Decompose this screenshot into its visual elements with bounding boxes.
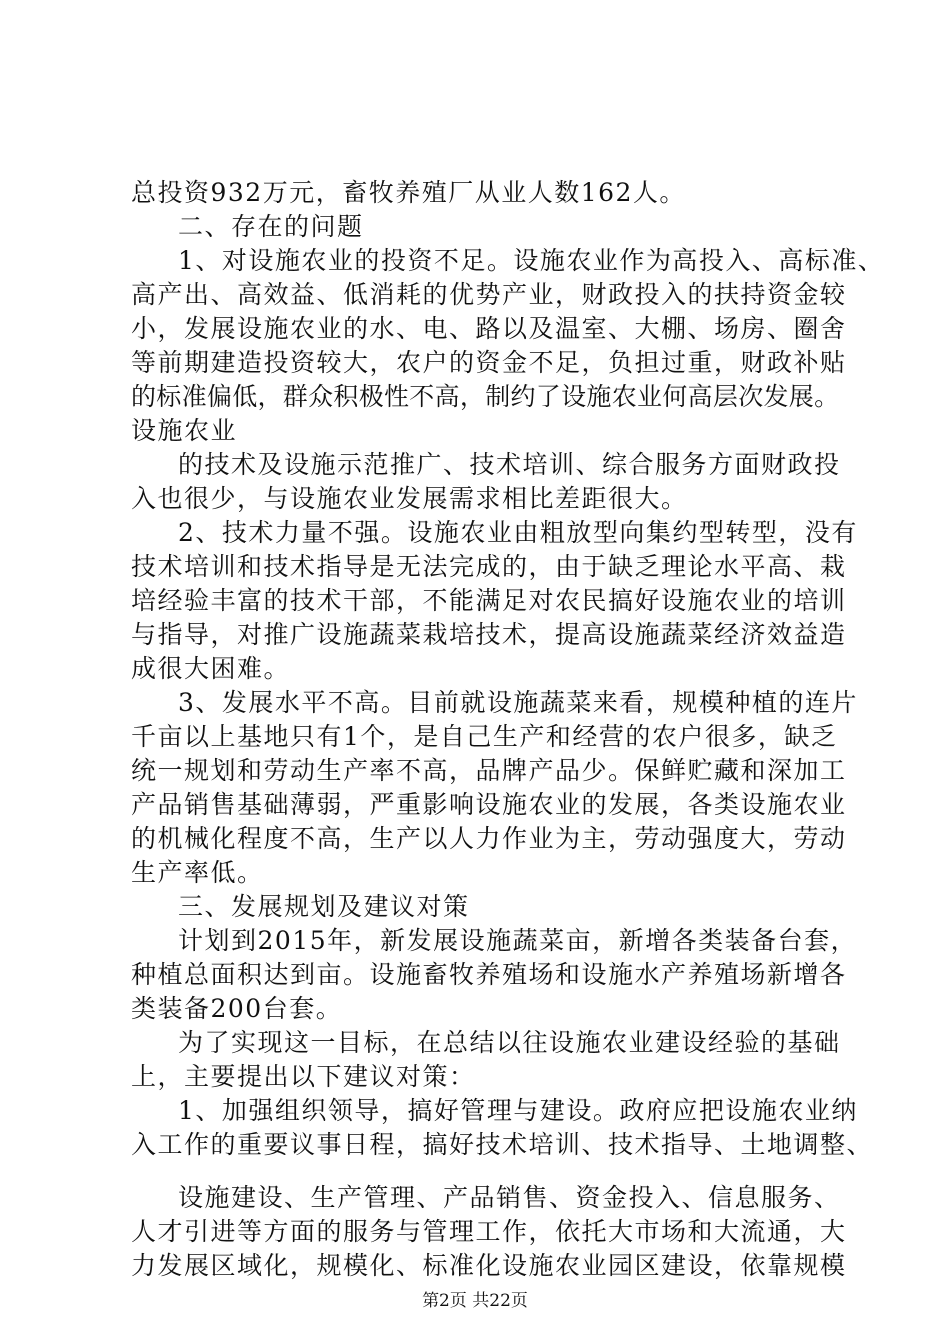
text-line: 产品销售基础薄弱，严重影响设施农业的发展，各类设施农业	[131, 790, 847, 819]
text-line: 高产出、高效益、低消耗的优势产业，财政投入的扶持资金较	[131, 280, 847, 309]
text-line: 人才引进等方面的服务与管理工作，依托大市场和大流通，大	[131, 1217, 847, 1246]
text-line: 入也很少，与设施农业发展需求相比差距很大。	[131, 484, 688, 513]
text-line: 种植总面积达到亩。设施畜牧养殖场和设施水产养殖场新增各	[131, 960, 847, 989]
text-line: 生产率低。	[131, 858, 264, 887]
text-line: 入工作的重要议事日程，搞好技术培训、技术指导、土地调整、	[131, 1130, 874, 1159]
text-line: 千亩以上基地只有1个，是自己生产和经营的农户很多，缺乏	[131, 722, 838, 751]
text-line: 的标准偏低，群众积极性不高，制约了设施农业何高层次发展。	[131, 382, 840, 411]
text-line: 等前期建造投资较大，农户的资金不足，负担过重，财政补贴	[131, 348, 847, 377]
section-heading: 三、发展规划及建议对策	[178, 892, 470, 921]
text-line: 成很大困难。	[131, 654, 291, 683]
text-line: 与指导，对推广设施蔬菜栽培技术，提高设施蔬菜经济效益造	[131, 620, 847, 649]
text-line: 统一规划和劳动生产率不高，品牌产品少。保鲜贮藏和深加工	[131, 756, 847, 785]
text-line: 为了实现这一目标，在总结以往设施农业建设经验的基础	[178, 1028, 841, 1057]
text-line: 计划到2015年，新发展设施蔬菜亩，新增各类装备台套，	[178, 926, 858, 955]
text-line: 设施农业	[131, 416, 238, 445]
text-line: 2、技术力量不强。设施农业由粗放型向集约型转型，没有	[178, 518, 858, 547]
section-heading: 二、存在的问题	[178, 212, 364, 241]
text-line: 1、加强组织领导，搞好管理与建设。政府应把设施农业纳	[178, 1096, 858, 1125]
text-line: 3、发展水平不高。目前就设施蔬菜来看，规模种植的连片	[178, 688, 858, 717]
text-line: 的技术及设施示范推广、技术培训、综合服务方面财政投	[178, 450, 841, 479]
text-line: 小，发展设施农业的水、电、路以及温室、大棚、场房、圈舍	[131, 314, 847, 343]
text-line: 技术培训和技术指导是无法完成的，由于缺乏理论水平高、栽	[131, 552, 847, 581]
text-line: 的机械化程度不高，生产以人力作业为主，劳动强度大，劳动	[131, 824, 847, 853]
text-line: 1、对设施农业的投资不足。设施农业作为高投入、高标准、	[178, 246, 885, 275]
text-line: 类装备200台套。	[131, 994, 343, 1023]
text-line: 总投资932万元，畜牧养殖厂从业人数162人。	[131, 178, 686, 207]
page-number-footer: 第2页 共22页	[422, 1291, 528, 1311]
text-line: 力发展区域化，规模化、标准化设施农业园区建设，依靠规模	[131, 1251, 847, 1280]
text-line: 设施建设、生产管理、产品销售、资金投入、信息服务、	[178, 1183, 841, 1212]
text-line: 培经验丰富的技术干部，不能满足对农民搞好设施农业的培训	[131, 586, 847, 615]
text-line: 上，主要提出以下建议对策：	[131, 1062, 476, 1091]
